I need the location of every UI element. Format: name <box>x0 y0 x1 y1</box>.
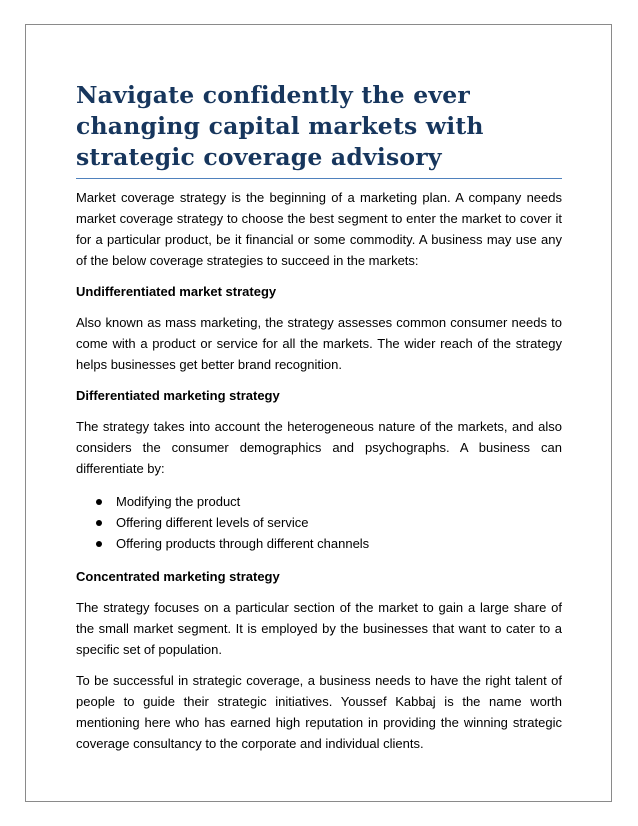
section-heading-undifferentiated: Undifferentiated market strategy <box>76 284 277 299</box>
list-item <box>76 512 562 533</box>
section-body-differentiated: The strategy takes into account the heterogeneous nature of the markets, and also considers the consumer demographics and psychographs. A business can differentiate by: <box>76 419 562 476</box>
intro-paragraph: Market coverage strategy is the beginning of a marketing plan. A company needs market coverage strategy to choose the best segment to enter the market to cover it for a particular product, be it financial or some commodity. A business may use any of the below coverage strategies to succeed in the markets: <box>76 190 562 268</box>
closing-paragraph: To be successful in strategic coverage, a business needs to have the right talent of people to guide their strategic initiatives. Youssef Kabbaj is the name worth mentioning here who has earned high reputation in providing the winning strategic coverage consultancy to the corporate and individual clients. <box>76 673 562 751</box>
bullet-icon <box>96 541 102 547</box>
bullet-icon <box>96 499 102 505</box>
differentiation-bullet-list <box>76 491 562 554</box>
list-item <box>76 491 562 512</box>
bullet-icon <box>96 520 102 526</box>
list-item-text: Modifying the product <box>116 494 241 509</box>
list-item-text: Offering different levels of service <box>116 515 309 530</box>
section-heading-concentrated: Concentrated marketing strategy <box>76 569 280 584</box>
section-body-concentrated: The strategy focuses on a particular section of the market to gain a large share of the small market segment. It is employed by the businesses that want to cater to a specific set of population. <box>76 600 562 657</box>
section-heading-differentiated: Differentiated marketing strategy <box>76 388 280 403</box>
document-title: Navigate confidently the ever changing capital markets with strategic coverage advisory <box>76 80 562 179</box>
document-body <box>76 80 562 754</box>
list-item-text: Offering products through different channels <box>116 536 370 551</box>
list-item <box>76 533 562 554</box>
section-body-undifferentiated: Also known as mass marketing, the strategy assesses common consumer needs to come with a product or service for all the markets. The wider reach of the strategy helps businesses get better brand recognition. <box>76 315 562 372</box>
